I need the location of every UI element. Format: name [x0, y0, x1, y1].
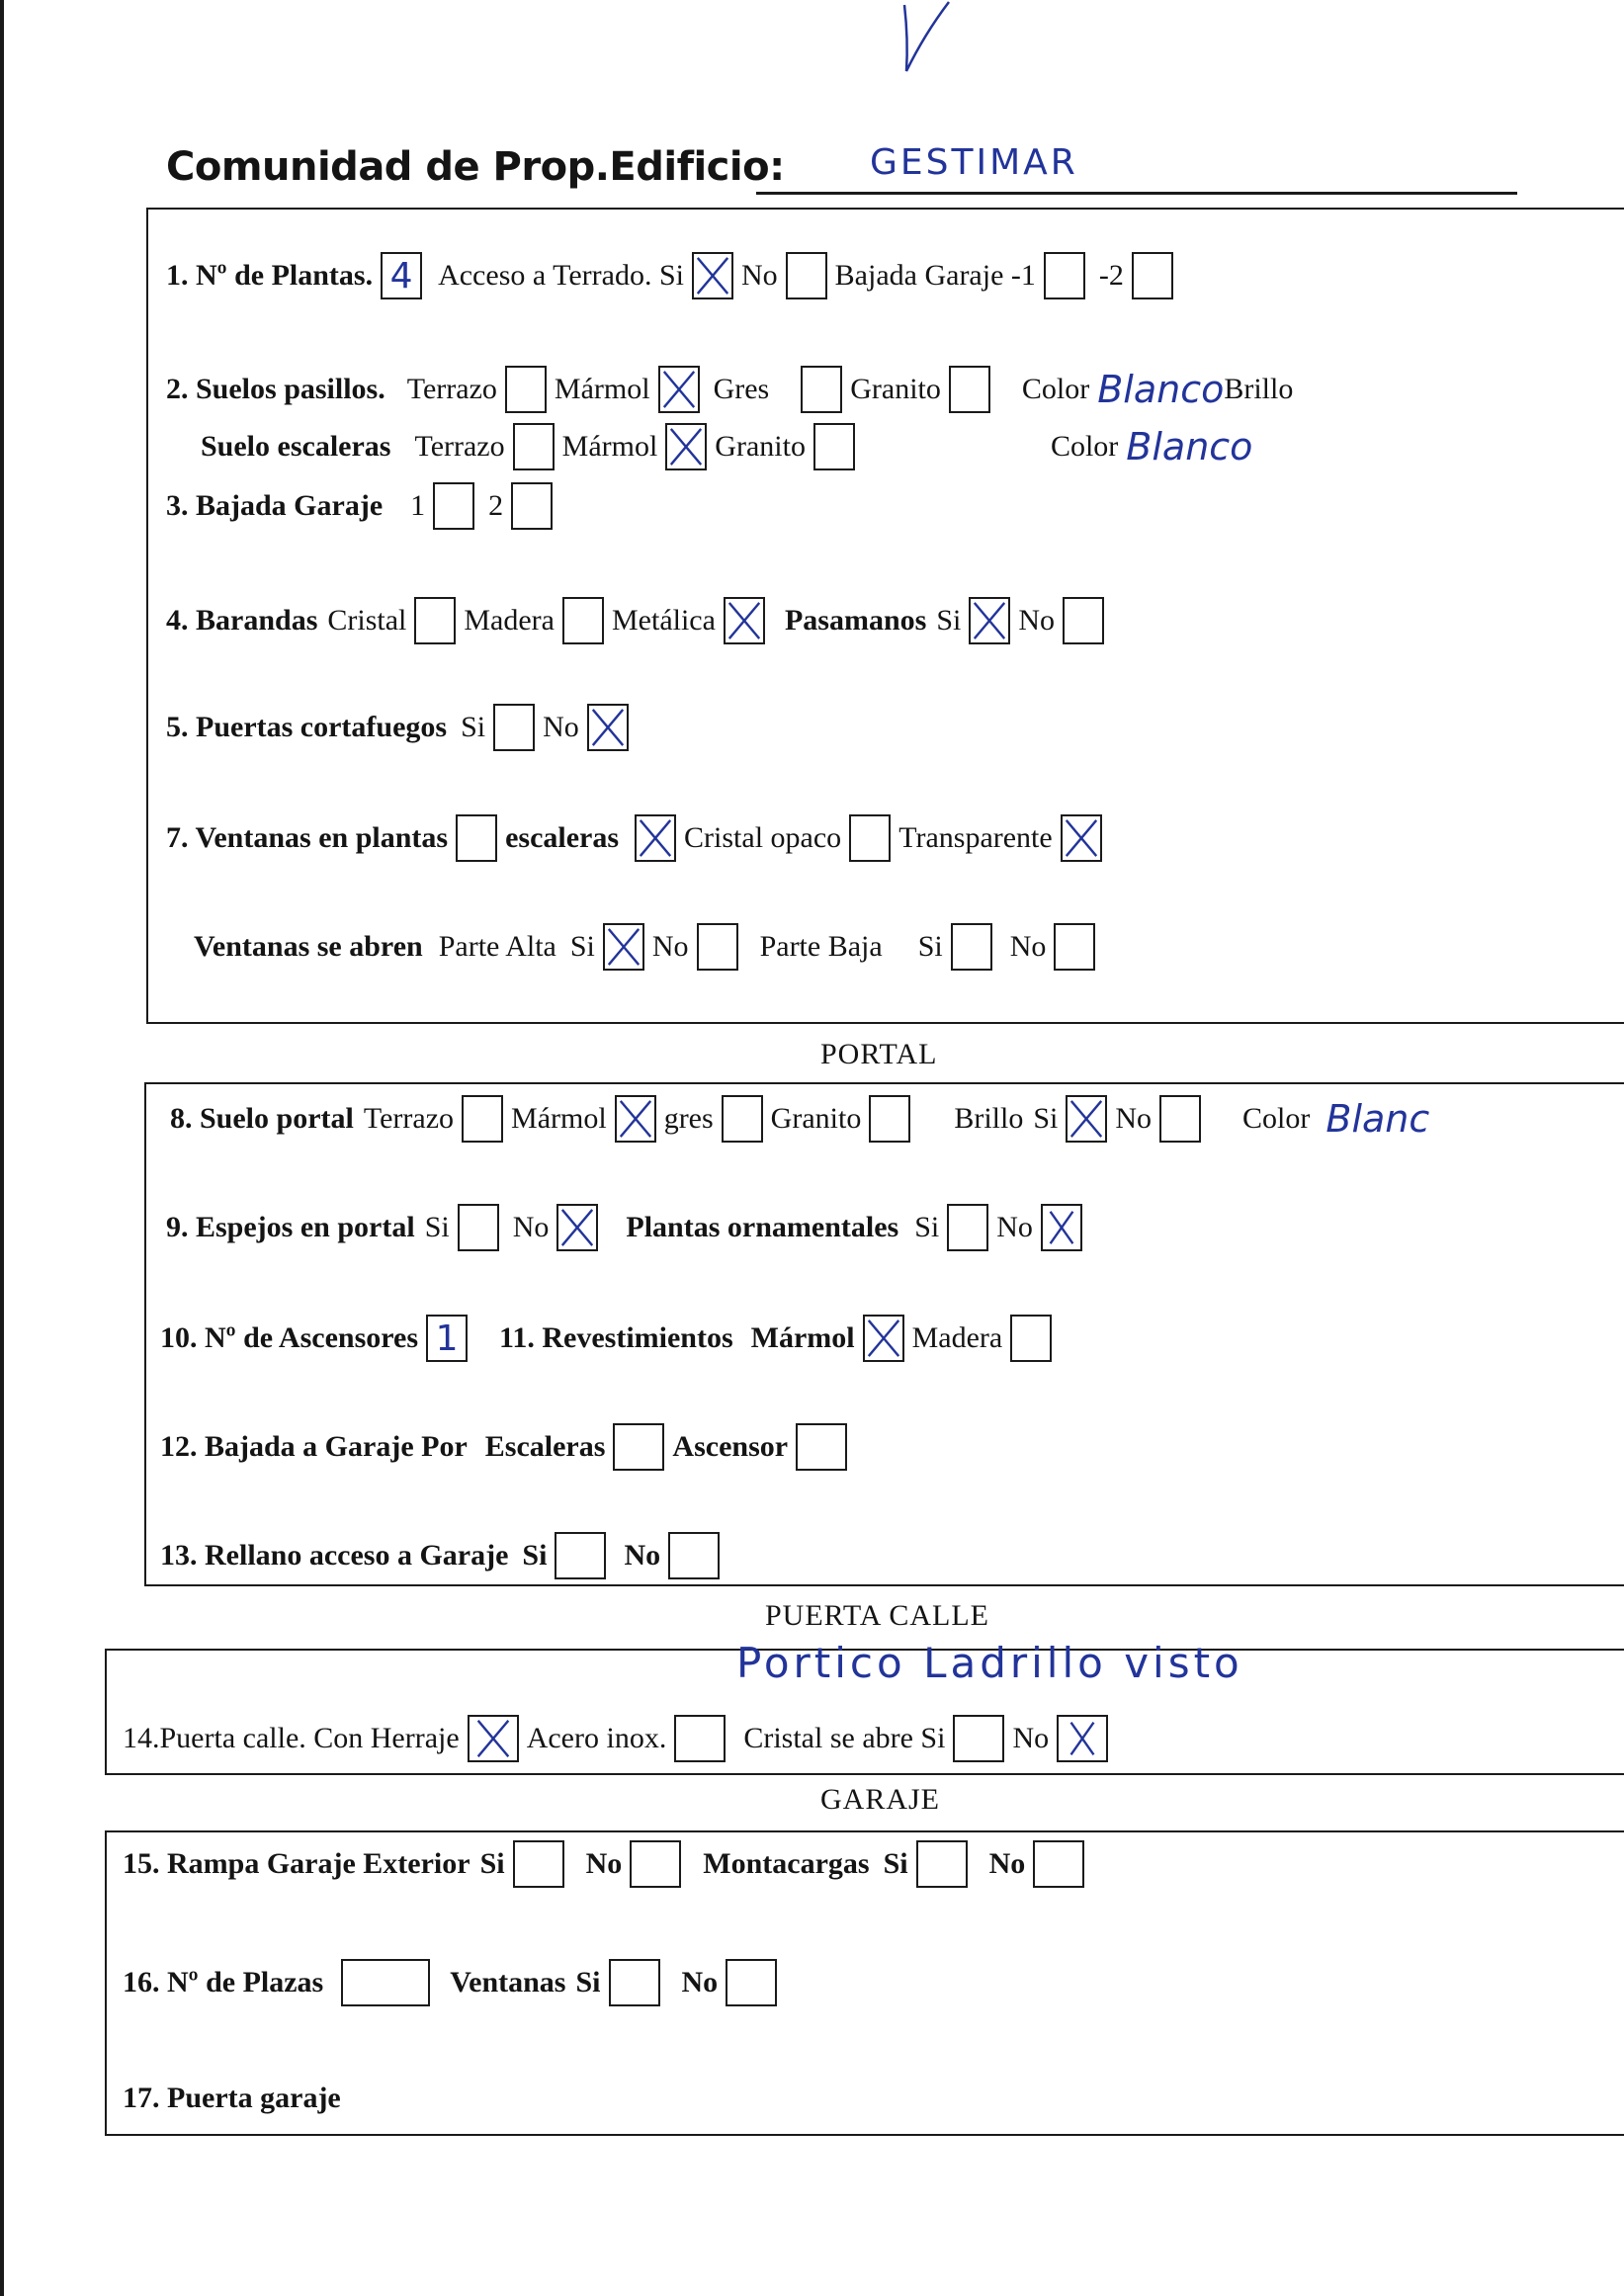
portal-gres-checkbox[interactable] — [722, 1095, 763, 1143]
montacargas-no-checkbox[interactable] — [1033, 1840, 1084, 1888]
ornamentales-si-label: Si — [914, 1211, 940, 1243]
pasamanos-no-label: No — [1018, 604, 1056, 637]
revestimientos-madera-label: Madera — [911, 1321, 1003, 1354]
cristal-abre-si-checkbox[interactable] — [953, 1715, 1004, 1762]
acero-inox-checkbox[interactable] — [674, 1715, 726, 1762]
rellano-label: 13. Rellano acceso a Garaje — [160, 1539, 509, 1572]
barandas-metalica-checkbox[interactable] — [724, 597, 765, 644]
pasillos-brillo-label: Brillo — [1224, 373, 1294, 405]
pasamanos-no-checkbox[interactable] — [1063, 597, 1104, 644]
revestimientos-marmol-label: Mármol — [750, 1321, 855, 1354]
bajada-1-checkbox[interactable] — [433, 482, 474, 530]
revestimientos-madera-checkbox[interactable] — [1010, 1315, 1052, 1362]
row-cortafuegos — [166, 704, 637, 751]
suelo-portal-label: 8. Suelo portal — [170, 1102, 354, 1135]
bajada-m2-label: -2 — [1098, 259, 1124, 292]
puerta-calle-label: 14.Puerta calle. Con Herraje — [123, 1722, 460, 1754]
bajada-ascensor-label: Ascensor — [672, 1430, 789, 1463]
puerta-calle-heading: PUERTA CALLE — [765, 1599, 989, 1632]
pasillos-granito-label: Granito — [850, 373, 941, 405]
terrado-si-checkbox[interactable] — [692, 252, 733, 299]
alta-si-checkbox[interactable] — [603, 923, 644, 971]
garaje-heading: GARAJE — [820, 1783, 941, 1816]
ascensores-label: 10. Nº de Ascensores — [160, 1321, 419, 1354]
barandas-madera-checkbox[interactable] — [562, 597, 604, 644]
ventanas-escaleras-label: escaleras — [505, 821, 620, 854]
plantas-ornamentales-label: Plantas ornamentales — [626, 1211, 899, 1243]
ventanas-abren-label: Ventanas se abren — [194, 930, 423, 963]
portal-brillo-si-label: Si — [1033, 1102, 1059, 1135]
plantas-count-box[interactable] — [381, 252, 422, 299]
portal-marmol-checkbox[interactable] — [615, 1095, 656, 1143]
garaje-ventanas-no-label: No — [681, 1966, 719, 1998]
bajada-m2-checkbox[interactable] — [1132, 252, 1173, 299]
plantas-label: 1. Nº de Plantas. — [166, 259, 374, 292]
cristal-opaco-label: Cristal opaco — [684, 821, 842, 854]
montacargas-no-label: No — [988, 1847, 1026, 1880]
bajada-m1-checkbox[interactable] — [1044, 252, 1085, 299]
plazas-label: 16. Nº de Plazas — [123, 1966, 324, 1998]
espejos-no-checkbox[interactable] — [556, 1204, 598, 1251]
garaje-ventanas-si-checkbox[interactable] — [609, 1959, 660, 2006]
ascensores-count-box[interactable] — [426, 1315, 468, 1362]
baja-no-label: No — [1009, 930, 1047, 963]
ornamentales-no-checkbox[interactable] — [1041, 1204, 1082, 1251]
acero-inox-label: Acero inox. — [526, 1722, 667, 1754]
row-ventanas-abren — [194, 923, 1103, 971]
revestimientos-marmol-checkbox[interactable] — [863, 1315, 904, 1362]
rellano-si-label: Si — [522, 1539, 548, 1572]
alta-si-label: Si — [569, 930, 595, 963]
escaleras-terrazo-checkbox[interactable] — [513, 423, 555, 470]
pasillos-gres-checkbox[interactable] — [801, 366, 842, 413]
row-espejos — [166, 1204, 1090, 1251]
cristal-abre-no-checkbox[interactable] — [1057, 1715, 1108, 1762]
parte-baja-label: Parte Baja — [759, 930, 883, 963]
rampa-si-checkbox[interactable] — [513, 1840, 564, 1888]
suelo-escaleras-label: Suelo escaleras — [201, 430, 391, 463]
ornamentales-no-label: No — [996, 1211, 1033, 1243]
barandas-label: 4. Barandas — [166, 604, 318, 637]
portal-color-label: Color — [1242, 1102, 1311, 1135]
espejos-no-label: No — [512, 1211, 550, 1243]
parte-alta-label: Parte Alta — [438, 930, 556, 963]
portal-granito-checkbox[interactable] — [869, 1095, 910, 1143]
cortafuegos-label: 5. Puertas cortafuegos — [166, 711, 448, 743]
puerta-garaje-label: 17. Puerta garaje — [123, 2082, 341, 2114]
cristal-opaco-checkbox[interactable] — [849, 814, 891, 862]
pasamanos-si-checkbox[interactable] — [969, 597, 1010, 644]
montacargas-si-label: Si — [883, 1847, 908, 1880]
title-underline — [756, 192, 1517, 195]
row-ascensores — [160, 1315, 1060, 1362]
row-suelo-portal — [170, 1095, 1429, 1143]
portal-color-value: Blanc — [1325, 1097, 1430, 1141]
portal-brillo-no-label: No — [1115, 1102, 1153, 1135]
baja-si-checkbox[interactable] — [951, 923, 992, 971]
revestimientos-label: 11. Revestimientos — [499, 1321, 733, 1354]
terrado-si-label: Acceso a Terrado. Si — [438, 259, 684, 292]
bajada-2-checkbox[interactable] — [511, 482, 553, 530]
portal-marmol-label: Mármol — [511, 1102, 607, 1135]
escaleras-marmol-checkbox[interactable] — [665, 423, 707, 470]
pasillos-marmol-checkbox[interactable] — [658, 366, 700, 413]
puerta-calle-note: Portico Ladrillo visto — [736, 1639, 1243, 1687]
pasillos-granito-checkbox[interactable] — [949, 366, 990, 413]
escaleras-terrazo-label: Terrazo — [414, 430, 505, 463]
pasillos-marmol-label: Mármol — [554, 373, 650, 405]
garaje-ventanas-si-label: Si — [575, 1966, 601, 1998]
bajada-2-label: 2 — [488, 489, 504, 522]
escaleras-granito-label: Granito — [715, 430, 806, 463]
scan-edge-line — [0, 0, 4, 2296]
page-title: Comunidad de Prop.Edificio: — [166, 144, 785, 190]
escaleras-color-label: Color — [1050, 430, 1119, 463]
montacargas-si-checkbox[interactable] — [916, 1840, 968, 1888]
barandas-cristal-checkbox[interactable] — [414, 597, 456, 644]
transparente-checkbox[interactable] — [1061, 814, 1102, 862]
bajada-ascensor-checkbox[interactable] — [796, 1423, 847, 1471]
alta-no-label: No — [651, 930, 689, 963]
cortafuegos-si-checkbox[interactable] — [493, 704, 535, 751]
bajada-por-label: 12. Bajada a Garaje Por — [160, 1430, 468, 1463]
pasillos-color-value: Blanco — [1097, 368, 1225, 411]
escaleras-color-value: Blanco — [1126, 425, 1253, 468]
montacargas-label: Montacargas — [703, 1847, 870, 1880]
rellano-no-checkbox[interactable] — [668, 1532, 720, 1579]
rampa-no-checkbox[interactable] — [630, 1840, 681, 1888]
rampa-no-label: No — [585, 1847, 623, 1880]
escaleras-granito-checkbox[interactable] — [813, 423, 855, 470]
espejos-si-label: Si — [424, 1211, 450, 1243]
bajada-1-label: 1 — [410, 489, 426, 522]
bajada-garaje-label: 3. Bajada Garaje — [166, 489, 384, 522]
portal-brillo-no-checkbox[interactable] — [1159, 1095, 1201, 1143]
espejos-label: 9. Espejos en portal — [166, 1211, 415, 1243]
portal-terrazo-checkbox[interactable] — [462, 1095, 503, 1143]
ventanas-plantas-checkbox[interactable] — [456, 814, 497, 862]
barandas-metalica-label: Metálica — [612, 604, 716, 637]
pasillos-terrazo-label: Terrazo — [406, 373, 497, 405]
terrado-no-label: No — [741, 259, 778, 292]
row-ventanas-plantas — [166, 814, 1110, 862]
rampa-label: 15. Rampa Garaje Exterior — [123, 1847, 470, 1880]
ornamentales-si-checkbox[interactable] — [947, 1204, 988, 1251]
cortafuegos-si-label: Si — [461, 711, 486, 743]
escaleras-marmol-label: Mármol — [561, 430, 658, 463]
barandas-cristal-label: Cristal — [327, 604, 407, 637]
portal-gres-label: gres — [663, 1102, 714, 1135]
pasillos-terrazo-checkbox[interactable] — [505, 366, 547, 413]
ventanas-plantas-label: 7. Ventanas en plantas — [166, 821, 449, 854]
transparente-label: Transparente — [898, 821, 1053, 854]
alta-no-checkbox[interactable] — [697, 923, 738, 971]
pasillos-gres-label: Gres — [713, 373, 770, 405]
rellano-si-checkbox[interactable] — [555, 1532, 606, 1579]
row-suelo-escaleras — [201, 423, 1252, 470]
bajada-escaleras-checkbox[interactable] — [613, 1423, 664, 1471]
plazas-input[interactable] — [341, 1959, 430, 2006]
cristal-abre-si-label: Cristal se abre Si — [743, 1722, 946, 1754]
portal-granito-label: Granito — [770, 1102, 862, 1135]
garaje-ventanas-label: Ventanas — [450, 1966, 566, 1998]
baja-no-checkbox[interactable] — [1054, 923, 1095, 971]
herraje-checkbox[interactable] — [468, 1715, 519, 1762]
row-rampa — [123, 1840, 1092, 1888]
row-plazas — [123, 1959, 785, 2006]
row-bajada-garaje — [166, 482, 560, 530]
suelos-pasillos-label: 2. Suelos pasillos. — [166, 373, 385, 405]
bajada-m1-label: Bajada Garaje -1 — [834, 259, 1036, 292]
portal-heading: PORTAL — [820, 1038, 938, 1070]
row-barandas — [166, 597, 1112, 644]
pasamanos-si-label: Si — [936, 604, 962, 637]
row-puerta-calle — [123, 1715, 1116, 1762]
row-suelos-pasillos — [166, 366, 1293, 413]
ascensores-count-value: 1 — [435, 1318, 459, 1359]
check-mark-icon — [895, 0, 954, 79]
espejos-si-checkbox[interactable] — [458, 1204, 499, 1251]
edificio-value: GESTIMAR — [870, 142, 1078, 183]
portal-terrazo-label: Terrazo — [363, 1102, 455, 1135]
portal-brillo-si-checkbox[interactable] — [1066, 1095, 1107, 1143]
terrado-no-checkbox[interactable] — [786, 252, 827, 299]
cristal-abre-no-label: No — [1012, 1722, 1050, 1754]
baja-si-label: Si — [917, 930, 943, 963]
cortafuegos-no-checkbox[interactable] — [587, 704, 629, 751]
rellano-no-label: No — [624, 1539, 661, 1572]
bajada-escaleras-label: Escaleras — [484, 1430, 606, 1463]
plantas-count-value: 4 — [389, 255, 413, 297]
cortafuegos-no-label: No — [543, 711, 579, 743]
pasamanos-label: Pasamanos — [784, 604, 927, 637]
pasillos-color-label: Color — [1021, 373, 1090, 405]
ventanas-escaleras-checkbox[interactable] — [635, 814, 676, 862]
rampa-si-label: Si — [479, 1847, 505, 1880]
barandas-madera-label: Madera — [464, 604, 555, 637]
row-puerta-garaje — [123, 2082, 341, 2115]
garaje-ventanas-no-checkbox[interactable] — [726, 1959, 777, 2006]
portal-brillo-label: Brillo — [954, 1102, 1024, 1135]
row-rellano — [160, 1532, 727, 1579]
row-bajada-por — [160, 1423, 855, 1471]
row-plantas — [166, 252, 1181, 299]
